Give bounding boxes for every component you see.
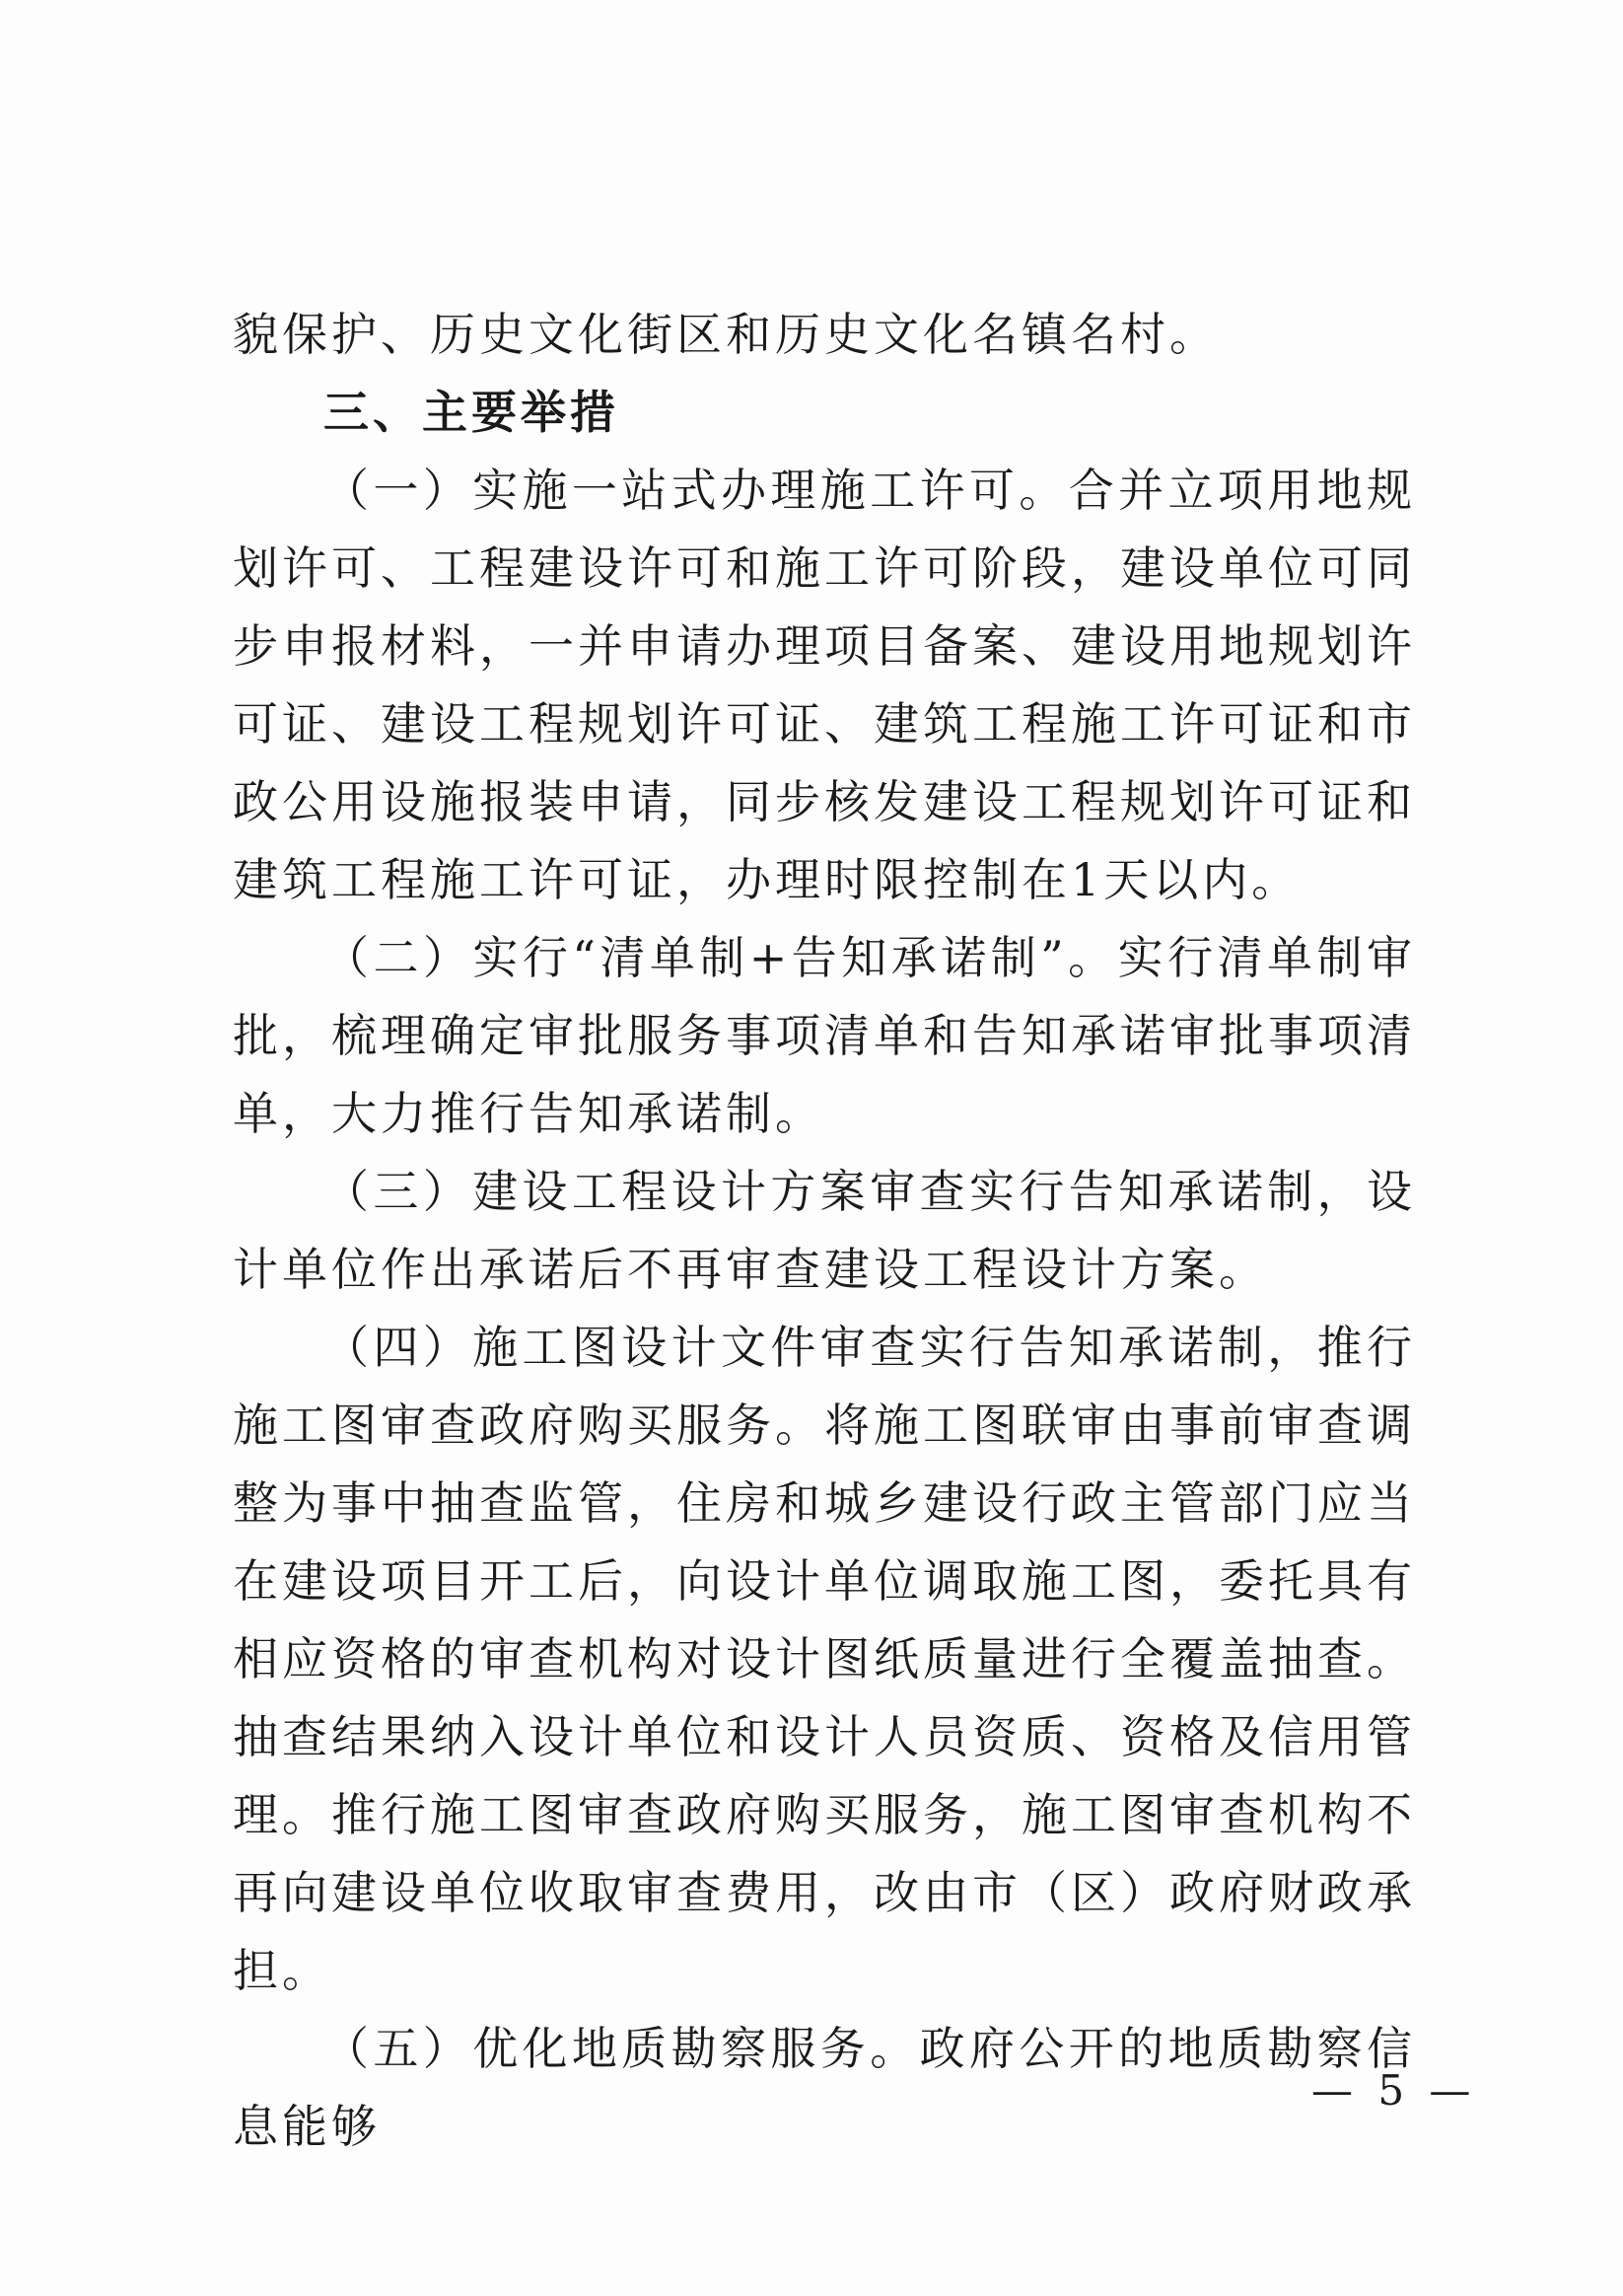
paragraph-continuation: 貌保护、历史文化街区和历史文化名镇名村。 (233, 308, 1219, 361)
document-body (233, 296, 1416, 2166)
paragraph-item-2: （二）实行“清单制+告知承诺制”。实行清单制审批，梳理确定审批服务事项清单和告知承诺审批事项清单，大力推行告知承诺制。 (233, 931, 1416, 1140)
paragraph-item-5: （五）优化地质勘察服务。政府公开的地质勘察信息能够 (233, 2022, 1416, 2153)
paragraph-item-1: （一）实施一站式办理施工许可。合并立项用地规划许可、工程建设许可和施工许可阶段，建设单位可同步申报材料，一并申请办理项目备案、建设用地规划许可证、建设工程规划许可证、建筑工程施工许可证和市政公用设施报装申请，同步核发建设工程规划许可证和建筑工程施工许可证，办理时限控制在1天以内。 (233, 464, 1416, 906)
section-heading: 三、主要举措 (323, 386, 619, 439)
paragraph-item-3: （三）建设工程设计方案审查实行告知承诺制，设计单位作出承诺后不再审查建设工程设计方案。 (233, 1165, 1416, 1296)
page-number: — 5 — (1311, 2066, 1477, 2115)
paragraph-item-4: （四）施工图设计文件审查实行告知承诺制，推行施工图审查政府购买服务。将施工图联审由事前审查调整为事中抽查监管，住房和城乡建设行政主管部门应当在建设项目开工后，向设计单位调取施工图，委托具有相应资格的审查机构对设计图纸质量进行全覆盖抽查。抽查结果纳入设计单位和设计人员资质、资格及信用管理。推行施工图审查政府购买服务，施工图审查机构不再向建设单位收取审查费用，改由市（区）政府财政承担。 (233, 1321, 1416, 1997)
